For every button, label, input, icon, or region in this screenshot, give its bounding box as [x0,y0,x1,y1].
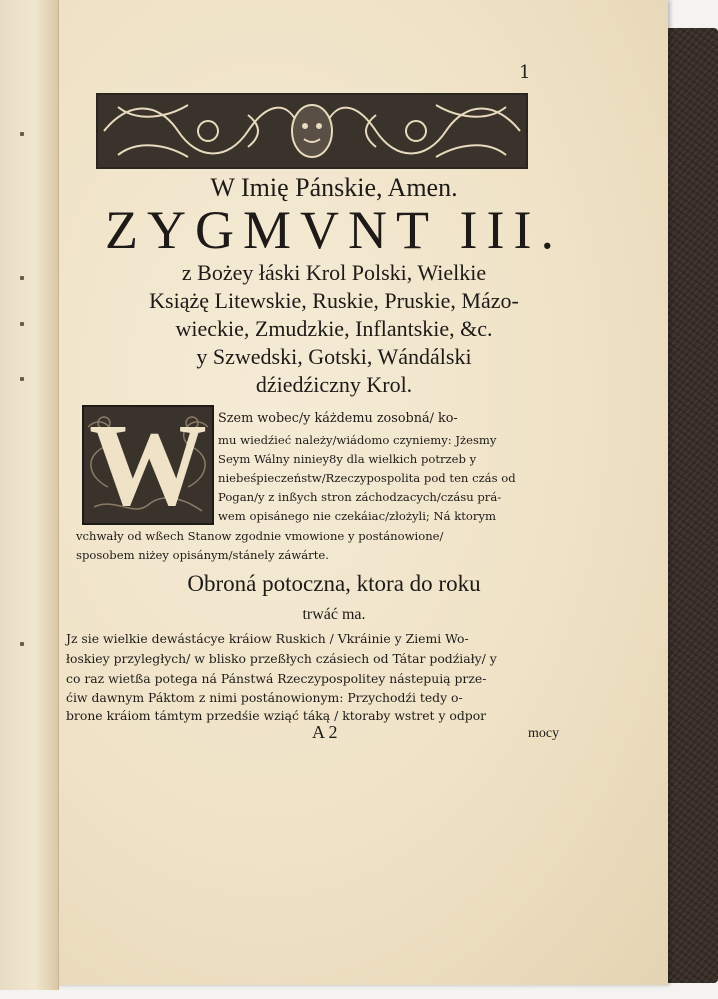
decorated-initial [82,405,214,525]
title-line: Książę Litewskie, Ruskie, Pruskie, Mázo- [149,288,519,313]
text-line: Jz sie wielkie dewástácye kráiow Ruskich / Vkráinie y Ziemi Wo- [66,631,469,646]
page-number: 1 [519,62,531,83]
drop-cap-letter: W [89,405,207,525]
text-line: vchwały od wßech Stanow zgodnie vmowione y postánowione/ [76,529,444,543]
invocation-line: W Imię Pánskie, Amen. [210,173,458,202]
text-line: niebeśpieczeństw/Rzeczypospolita pod ten czás od [218,471,516,485]
sliver-ink-mark [20,642,24,646]
section-heading-continued: trwáć ma. [302,606,366,623]
text-line: wem opisánego nie czekáiac/złożyli; Ná ktorym [218,509,496,523]
text-line: co raz wietßa potega ná Pánstwá Rzeczypospolitey nástepuią prze- [66,671,487,686]
title-line: wieckie, Zmudzkie, Inflantskie, &c. [175,316,493,341]
text-line: Szem wobec/y káżdemu zosobná/ ko- [218,411,458,426]
text-line: ćiw dawnym Páktom z nimi postánowionym: Przychodźi tedy o- [66,690,463,705]
title-line: y Szwedski, Gotski, Wándálski [196,344,472,369]
title-line: z Bożey łáski Krol Polski, Wielkie [181,260,487,285]
signature-mark: A 2 [312,722,338,742]
catchword: mocy [528,726,560,741]
text-line: sposobem niżey opisánym/stánely záwárte. [76,548,329,562]
sliver-ink-mark [20,132,24,136]
text-line: brone kráiom támtym przedśie wziąć táką / ktoraby wstret y odpor [66,708,487,723]
text-line: Pogan/y z inßych stron záchodzacych/czásu prá- [218,490,502,504]
facing-page-sliver [0,0,59,990]
royal-titles [0,259,668,399]
text-line: Seym Wálny niniey8y dla wielkich potrzeb y [218,452,477,466]
section-heading: Obroná potoczna, ktora do roku [187,571,481,596]
king-name-heading: ZYGMVNT III. [105,200,563,260]
title-line: dźiedźiczny Krol. [255,372,413,397]
ornamental-headpiece [96,93,528,169]
text-line: łoskiey przyległych/ w blisko przeßłych czásiech od Tátar podźiały/ y [66,651,497,666]
text-line: mu wiedźieć należy/wiádomo czyniemy: Jżesmy [218,433,497,447]
